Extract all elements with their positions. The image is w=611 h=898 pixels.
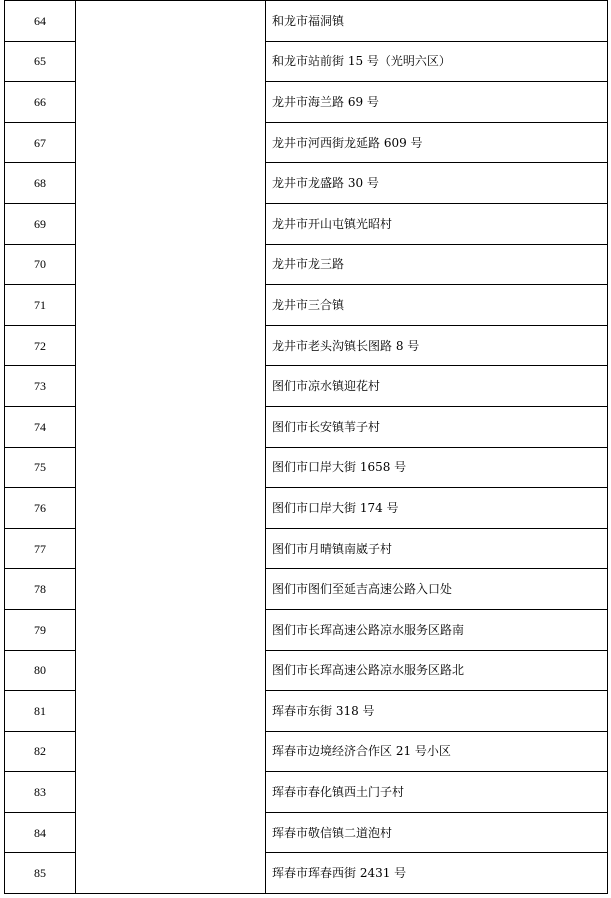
row-address: 图们市月晴镇南崴子村 [266, 528, 608, 569]
row-address: 龙井市河西街龙延路 609 号 [266, 122, 608, 163]
row-address: 和龙市福洞镇 [266, 1, 608, 42]
row-address: 龙井市开山屯镇光昭村 [266, 203, 608, 244]
row-address: 图们市图们至延吉高速公路入口处 [266, 569, 608, 610]
address-table [4, 0, 608, 894]
row-number: 85 [5, 853, 76, 894]
row-address: 龙井市三合镇 [266, 285, 608, 326]
row-address: 龙井市海兰路 69 号 [266, 82, 608, 123]
row-address: 图们市口岸大街 1658 号 [266, 447, 608, 488]
row-address: 图们市长珲高速公路凉水服务区路北 [266, 650, 608, 691]
row-address: 图们市口岸大街 174 号 [266, 488, 608, 529]
row-number: 80 [5, 650, 76, 691]
address-table-body [5, 1, 608, 894]
row-address: 龙井市龙三路 [266, 244, 608, 285]
row-address: 珲春市边境经济合作区 21 号小区 [266, 731, 608, 772]
row-address: 图们市凉水镇迎花村 [266, 366, 608, 407]
row-number: 81 [5, 691, 76, 732]
row-number: 78 [5, 569, 76, 610]
row-number: 74 [5, 406, 76, 447]
row-number: 82 [5, 731, 76, 772]
row-number: 73 [5, 366, 76, 407]
row-number: 66 [5, 82, 76, 123]
row-address: 龙井市老头沟镇长图路 8 号 [266, 325, 608, 366]
row-number: 83 [5, 772, 76, 813]
row-address: 龙井市龙盛路 30 号 [266, 163, 608, 204]
row-number: 72 [5, 325, 76, 366]
row-address: 珲春市敬信镇二道泡村 [266, 812, 608, 853]
row-number: 71 [5, 285, 76, 326]
row-address: 图们市长安镇苇子村 [266, 406, 608, 447]
row-address: 珲春市东街 318 号 [266, 691, 608, 732]
row-number: 76 [5, 488, 76, 529]
merged-empty-cell [76, 1, 266, 894]
row-number: 65 [5, 41, 76, 82]
row-address: 和龙市站前街 15 号（光明六区） [266, 41, 608, 82]
row-number: 84 [5, 812, 76, 853]
row-number: 69 [5, 203, 76, 244]
row-number: 77 [5, 528, 76, 569]
row-number: 70 [5, 244, 76, 285]
row-address: 珲春市春化镇西土门子村 [266, 772, 608, 813]
row-number: 68 [5, 163, 76, 204]
row-number: 75 [5, 447, 76, 488]
row-address: 图们市长珲高速公路凉水服务区路南 [266, 609, 608, 650]
row-number: 67 [5, 122, 76, 163]
table-row [5, 1, 608, 42]
row-number: 79 [5, 609, 76, 650]
row-number: 64 [5, 1, 76, 42]
row-address: 珲春市珲春西街 2431 号 [266, 853, 608, 894]
